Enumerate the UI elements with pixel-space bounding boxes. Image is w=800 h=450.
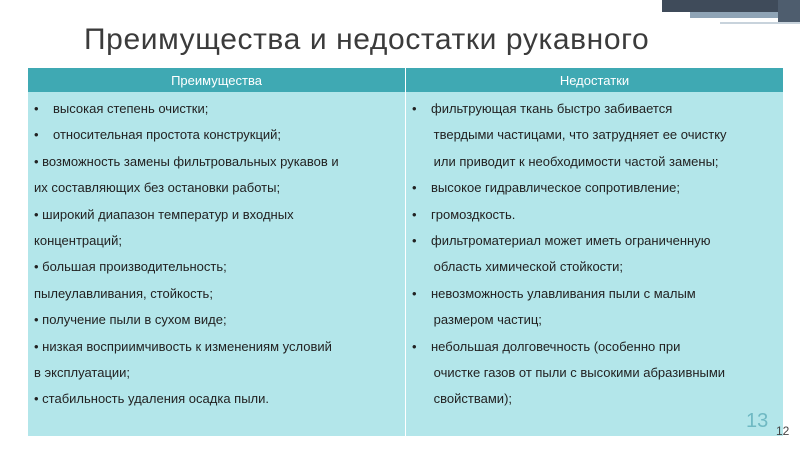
disadvantage-line: • громоздкость. [412, 206, 516, 222]
comparison-table [28, 68, 783, 436]
disadvantage-line: или приводит к необходимости частой замены; [412, 153, 719, 169]
header-advantages: Преимущества [28, 68, 406, 92]
disadvantage-line: область химической стойкости; [412, 259, 624, 275]
advantage-line: • низкая восприимчивость к изменениям условий [34, 338, 332, 354]
advantage-line: • большая производительность; [34, 259, 227, 275]
disadvantage-line: свойствами); [412, 391, 513, 407]
advantage-line: • стабильность удаления осадка пыли. [34, 391, 270, 407]
advantage-line: их составляющих без остановки работы; [34, 180, 281, 196]
slide-number: 13 [746, 410, 769, 432]
disadvantage-line: размером частиц; [412, 312, 542, 328]
advantage-line: • относительная простота конструкций; [34, 127, 282, 143]
disadvantages-cell [406, 92, 784, 436]
disadvantage-line: • невозможность улавливания пыли с малым [412, 285, 696, 301]
advantage-line: • получение пыли в сухом виде; [34, 312, 227, 328]
disadvantage-line: • фильтрующая ткань быстро забивается [412, 101, 673, 116]
decorative-bar [778, 0, 800, 22]
advantage-line: в эксплуатации; [34, 365, 131, 381]
advantage-line: • широкий диапазон температур и входных [34, 206, 294, 222]
disadvantage-line: • небольшая долговечность (особенно при [412, 338, 681, 354]
advantage-line: пылеулавливания, стойкость; [34, 285, 213, 301]
slide-title: Преимущества и недостатки рукавного [84, 23, 650, 56]
disadvantage-line: твердыми частицами, что затрудняет ее очистку [412, 127, 727, 143]
advantage-line: • возможность замены фильтровальных рукавов и [34, 153, 339, 169]
disadvantage-line: • фильтроматериал может иметь ограниченную [412, 233, 711, 249]
comparison-table-wrap [28, 68, 783, 436]
advantage-line: • высокая степень очистки; [34, 101, 209, 116]
header-disadvantages: Недостатки [406, 68, 784, 92]
advantage-line: концентраций; [34, 233, 122, 249]
advantages-cell [28, 92, 406, 436]
disadvantage-line: • высокое гидравлическое сопротивление; [412, 180, 680, 196]
disadvantage-line: очистке газов от пыли с высокими абразивными [412, 365, 726, 381]
page-number: 12 [776, 424, 790, 438]
